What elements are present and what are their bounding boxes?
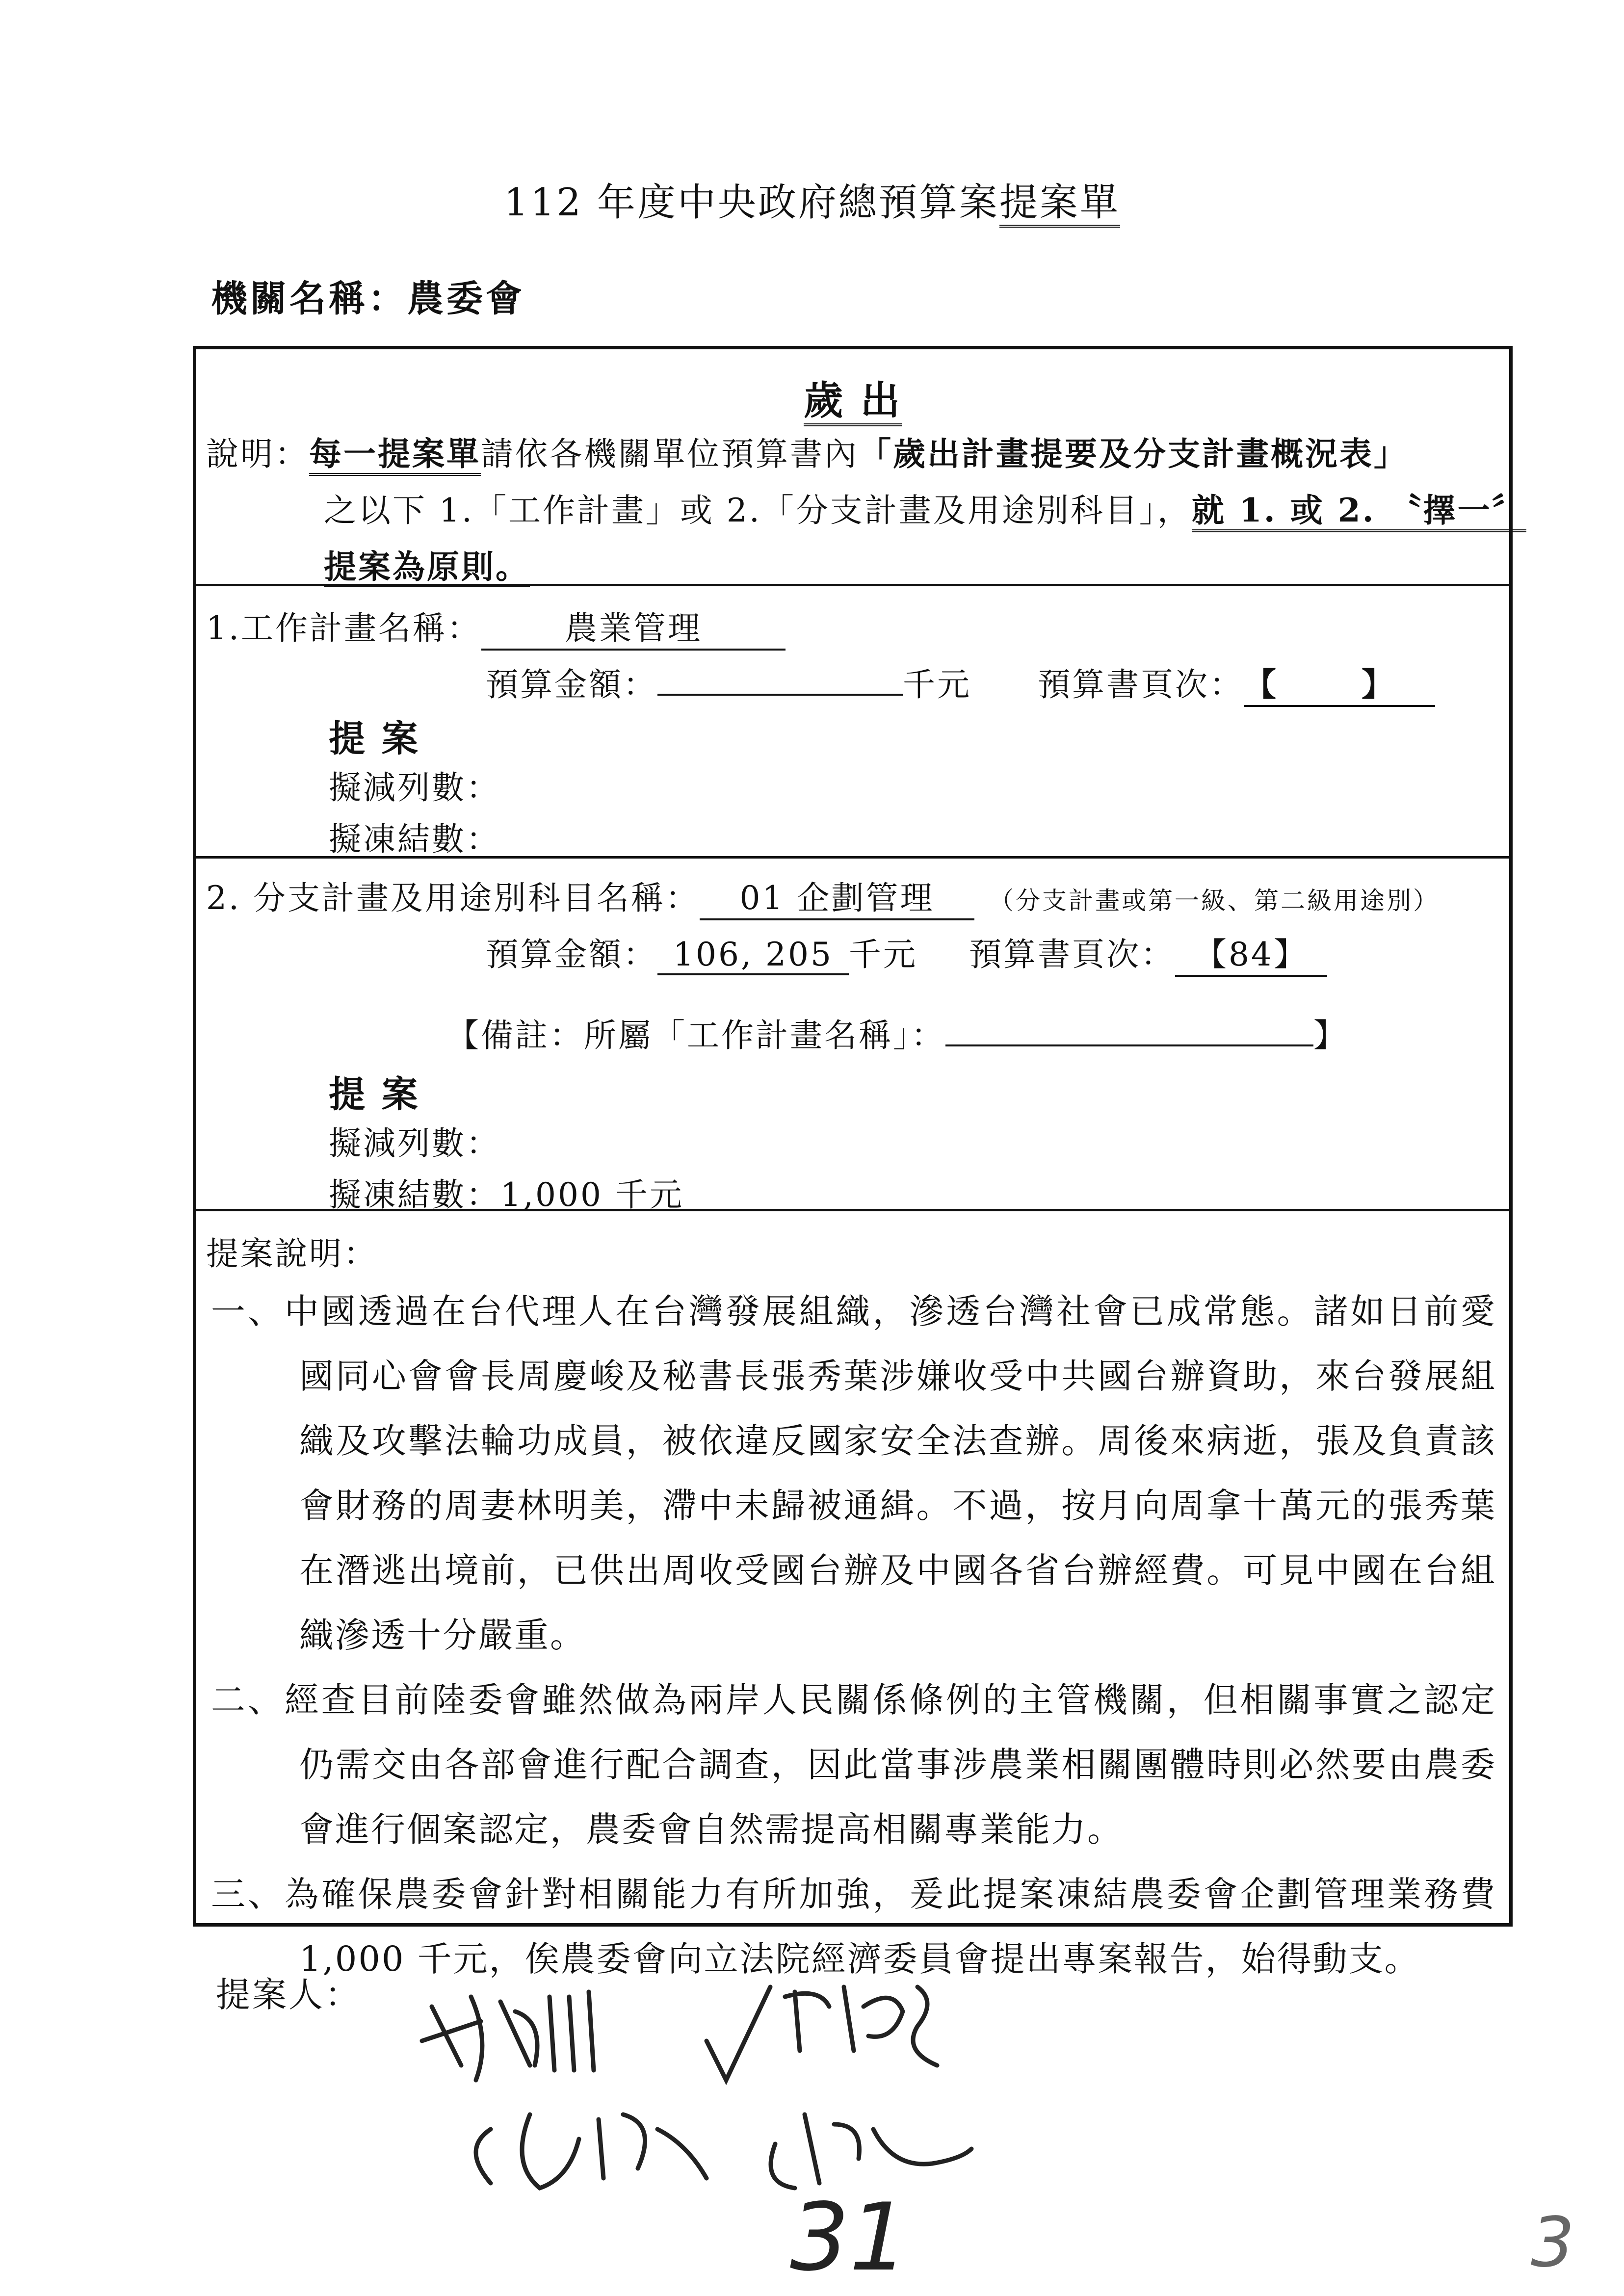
item1-page-open: 【: [1243, 665, 1278, 704]
item2-name-label: 2. 分支計畫及用途別科目名稱：: [206, 879, 700, 917]
section-heading: [196, 369, 1509, 425]
item2-reduce-label: 擬減列數：: [329, 1124, 500, 1162]
item1-proposal-heading: 提 案: [329, 718, 420, 760]
note-line-3: [324, 541, 530, 587]
item2-freeze-row: [329, 1169, 684, 1215]
item1-name-value: 農業管理: [481, 602, 786, 651]
explanation-heading: 提案說明：: [206, 1235, 378, 1273]
note-line-2: [324, 484, 1526, 531]
item2-proposal-heading: 提 案: [329, 1073, 420, 1116]
agency-line: [211, 270, 525, 322]
item1-budget-value: [657, 664, 903, 696]
agency-label: 機關名稱：: [211, 278, 407, 320]
item2-page-label: 預算書頁次：: [969, 936, 1175, 973]
note-line2a: 之以下 1.「工作計畫」或 2.「分支計畫及用途別科目」，: [324, 492, 1192, 529]
item2-name-row: [206, 872, 1440, 920]
note-part1: 每一提案單: [309, 435, 481, 476]
item1-name-row: [206, 602, 786, 651]
title-underlined: 提案單: [999, 181, 1120, 228]
item2-name-hint: （分支計畫或第一級、第二級用途別）: [989, 887, 1440, 915]
proposal-form-box: [193, 346, 1526, 1979]
page-title: [0, 172, 1624, 227]
note-part3: 「歲出計畫提要及分支計畫概況表」: [859, 435, 1408, 473]
signature-3: [476, 2114, 707, 2188]
item2-freeze-label: 擬凍結數：: [329, 1176, 500, 1214]
item2-reduce-row: [329, 1117, 500, 1164]
explanation-item: 二、經查目前陸委會雖然做為兩岸人民關係條例的主管機關，但相關事實之認定仍需交由各部會進行配合調查，因此當事涉農業相關團體時則必然要由農委會進行個案認定，農委會自然需提高相關專業能力。: [211, 1680, 1496, 1850]
section-heading-text: 歲 出: [804, 377, 902, 426]
explanation-list: [211, 1279, 1496, 1991]
note-label: 說明：: [206, 435, 309, 473]
item2-remark-open: 【備註：所屬「工作計畫名稱」：: [446, 1017, 945, 1054]
note-line3: 提案為原則。: [324, 548, 530, 586]
explanation-item: 三、為確保農委會針對相關能力有所加強，爰此提案凍結農委會企劃管理業務費 1,000 千元，俟農委會向立法院經濟委員會提出專案報告，始得動支。: [211, 1874, 1496, 1979]
divider: [196, 1209, 1509, 1211]
handwritten-signatures: [402, 1967, 1089, 2242]
item2-page-value: 【84】: [1175, 928, 1327, 977]
item1-page-close: 】: [1361, 665, 1396, 704]
item2-unit: 千元: [849, 936, 917, 973]
item1-unit: 千元: [903, 666, 971, 704]
item2-name-value: 01 企劃管理: [700, 872, 974, 920]
divider: [196, 856, 1509, 859]
title-main: 112 年度中央政府總預算案: [504, 181, 999, 225]
item2-budget-label: 預算金額：: [486, 936, 657, 973]
proposers-label: 提案人：: [216, 1975, 361, 2015]
item1-budget-label: 預算金額：: [486, 666, 657, 704]
note-line-1: [206, 428, 1408, 474]
divider: [196, 584, 1509, 586]
explanation-item: 一、中國透過在台代理人在台灣發展組織，滲透台灣社會已成常態。諸如日前愛國同心會會長周慶峻及秘書長張秀葉涉嫌收受中共國台辦資助，來台發展組織及攻擊法輪功成員，被依違反國家安全法查辦。周後來病逝，張及負責該會財務的周妻林明美，滯中未歸被通緝。不過，按月向周拿十萬元的張秀葉在潛逃出境前，已供出周收受國台辦及中國各省台辦經費。可見中國在台組織滲透十分嚴重。: [211, 1291, 1496, 1655]
signature-2: [785, 1987, 937, 2065]
handwritten-count: 31: [790, 2183, 909, 2292]
signature-1: [422, 1992, 594, 2080]
agency-value: 農委會: [407, 278, 525, 320]
item2-budget-row: [486, 928, 1327, 977]
item1-page-field: [1244, 658, 1435, 707]
item1-page-label: 預算書頁次：: [1037, 666, 1244, 704]
item1-reduce-row: [329, 761, 500, 808]
item1-freeze-row: [329, 813, 500, 860]
item2-budget-value: 106, 205: [657, 936, 849, 975]
item1-name-label: 1.工作計畫名稱：: [206, 609, 481, 647]
item1-reduce-label: 擬減列數：: [329, 769, 500, 807]
item2-remark-row: [446, 1009, 1348, 1056]
item1-freeze-label: 擬凍結數：: [329, 820, 500, 858]
signature-4: [771, 2114, 971, 2188]
note-part2: 請依各機關單位預算書內: [481, 435, 859, 473]
handwritten-page-number: 3: [1531, 2203, 1575, 2283]
item2-remark-value: [945, 1015, 1313, 1046]
item2-remark-close: 】: [1313, 1017, 1348, 1054]
item1-budget-row: [486, 658, 1435, 707]
item2-freeze-value: 1,000 千元: [500, 1176, 684, 1214]
checkmark: [707, 1987, 770, 2080]
note-line2b: 就 1. 或 2. 〝擇一〞: [1192, 491, 1526, 532]
